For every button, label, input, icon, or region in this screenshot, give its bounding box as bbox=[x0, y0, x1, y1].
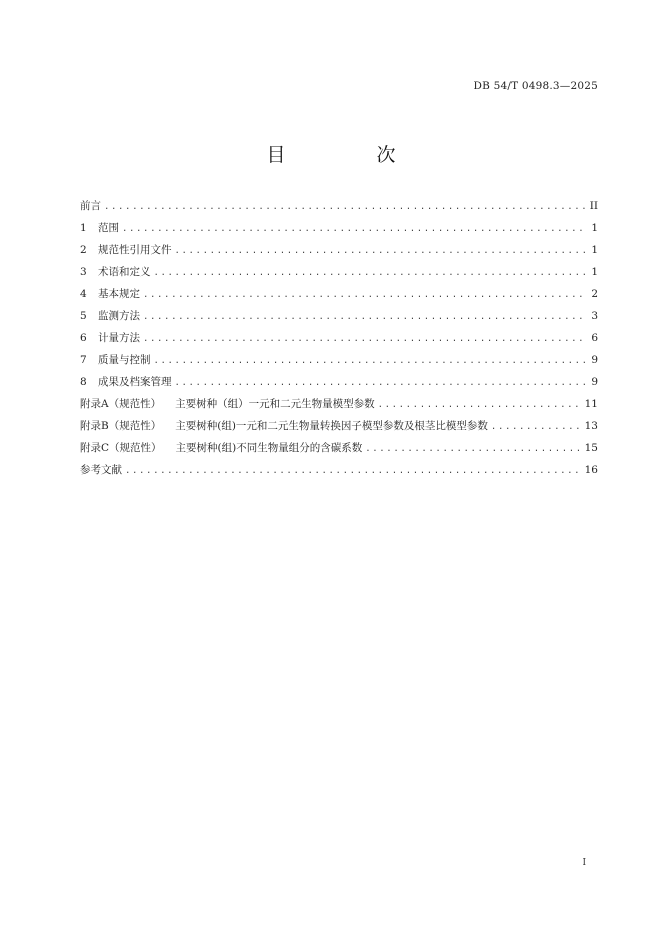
toc-entry-page: 9 bbox=[591, 354, 598, 366]
toc-entry-appendix-c[interactable] bbox=[80, 440, 598, 462]
page-number: I bbox=[582, 858, 586, 868]
toc-entry-page: 16 bbox=[584, 464, 598, 476]
toc-entry-appendix-a[interactable] bbox=[80, 396, 598, 418]
toc-entry-page: 3 bbox=[591, 310, 598, 322]
toc-entry-page: 11 bbox=[584, 398, 598, 410]
toc-entry-page: 15 bbox=[584, 442, 598, 454]
toc-entry-prefix: 附录B（规范性） bbox=[80, 420, 162, 432]
toc-leader-dots bbox=[122, 224, 587, 234]
toc-entry-label: 参考文献 bbox=[80, 464, 122, 476]
toc-leader-dots bbox=[491, 422, 582, 432]
toc-entry-bibliography[interactable] bbox=[80, 462, 598, 484]
toc-entry-label: 主要树种(组)不同生物量组分的含碳系数 bbox=[175, 442, 363, 454]
toc-leader-dots bbox=[175, 246, 588, 256]
toc-entry-page: II bbox=[589, 200, 598, 212]
toc-entry-measurement-methods[interactable] bbox=[80, 330, 598, 352]
toc-entry-label: 术语和定义 bbox=[98, 266, 151, 278]
toc-entry-number: 5 bbox=[80, 310, 87, 322]
toc-leader-dots bbox=[143, 312, 587, 322]
toc-entry-page: 1 bbox=[591, 266, 598, 278]
toc-entry-number: 7 bbox=[80, 354, 87, 366]
toc-entry-number: 1 bbox=[80, 222, 87, 234]
toc-entry-page: 1 bbox=[591, 244, 598, 256]
toc-entry-label: 主要树种（组）一元和二元生物量模型参数 bbox=[175, 398, 375, 410]
toc-entry-foreword[interactable] bbox=[80, 198, 598, 220]
toc-entry-label: 成果及档案管理 bbox=[98, 376, 172, 388]
page-title: 目 次 bbox=[266, 144, 432, 166]
toc-leader-dots bbox=[365, 444, 581, 454]
toc-leader-dots bbox=[143, 334, 587, 344]
toc-entry-label: 计量方法 bbox=[98, 332, 140, 344]
toc-entry-appendix-b[interactable] bbox=[80, 418, 598, 440]
toc-entry-scope[interactable] bbox=[80, 220, 598, 242]
toc-entry-page: 9 bbox=[591, 376, 598, 388]
toc-leader-dots bbox=[125, 466, 582, 476]
toc-entry-results-archives[interactable] bbox=[80, 374, 598, 396]
toc-entry-number: 6 bbox=[80, 332, 87, 344]
table-of-contents bbox=[80, 198, 598, 484]
toc-entry-quality-control[interactable] bbox=[80, 352, 598, 374]
toc-entry-number: 4 bbox=[80, 288, 87, 300]
toc-leader-dots bbox=[143, 290, 587, 300]
toc-entry-page: 1 bbox=[591, 222, 598, 234]
toc-entry-page: 6 bbox=[591, 332, 598, 344]
toc-leader-dots bbox=[104, 202, 587, 212]
toc-entry-normative-references[interactable] bbox=[80, 242, 598, 264]
toc-entry-label: 监测方法 bbox=[98, 310, 140, 322]
toc-entry-page: 13 bbox=[584, 420, 598, 432]
toc-entry-label: 质量与控制 bbox=[98, 354, 151, 366]
toc-leader-dots bbox=[154, 356, 588, 366]
toc-entry-monitoring-methods[interactable] bbox=[80, 308, 598, 330]
toc-entry-terms-definitions[interactable] bbox=[80, 264, 598, 286]
toc-entry-label: 规范性引用文件 bbox=[98, 244, 172, 256]
toc-leader-dots bbox=[154, 268, 588, 278]
toc-entry-page: 2 bbox=[591, 288, 598, 300]
toc-entry-label: 前言 bbox=[80, 200, 101, 212]
toc-leader-dots bbox=[378, 400, 582, 410]
toc-entry-number: 3 bbox=[80, 266, 87, 278]
toc-entry-prefix: 附录C（规范性） bbox=[80, 442, 162, 454]
toc-entry-label: 主要树种(组)一元和二元生物量转换因子模型参数及根茎比模型参数 bbox=[175, 420, 488, 432]
toc-entry-number: 8 bbox=[80, 376, 87, 388]
toc-entry-label: 基本规定 bbox=[98, 288, 140, 300]
toc-entry-basic-provisions[interactable] bbox=[80, 286, 598, 308]
toc-entry-number: 2 bbox=[80, 244, 87, 256]
toc-entry-label: 范围 bbox=[98, 222, 119, 234]
toc-leader-dots bbox=[175, 378, 588, 388]
toc-entry-prefix: 附录A（规范性） bbox=[80, 398, 162, 410]
document-code: DB 54/T 0498.3—2025 bbox=[473, 80, 598, 92]
